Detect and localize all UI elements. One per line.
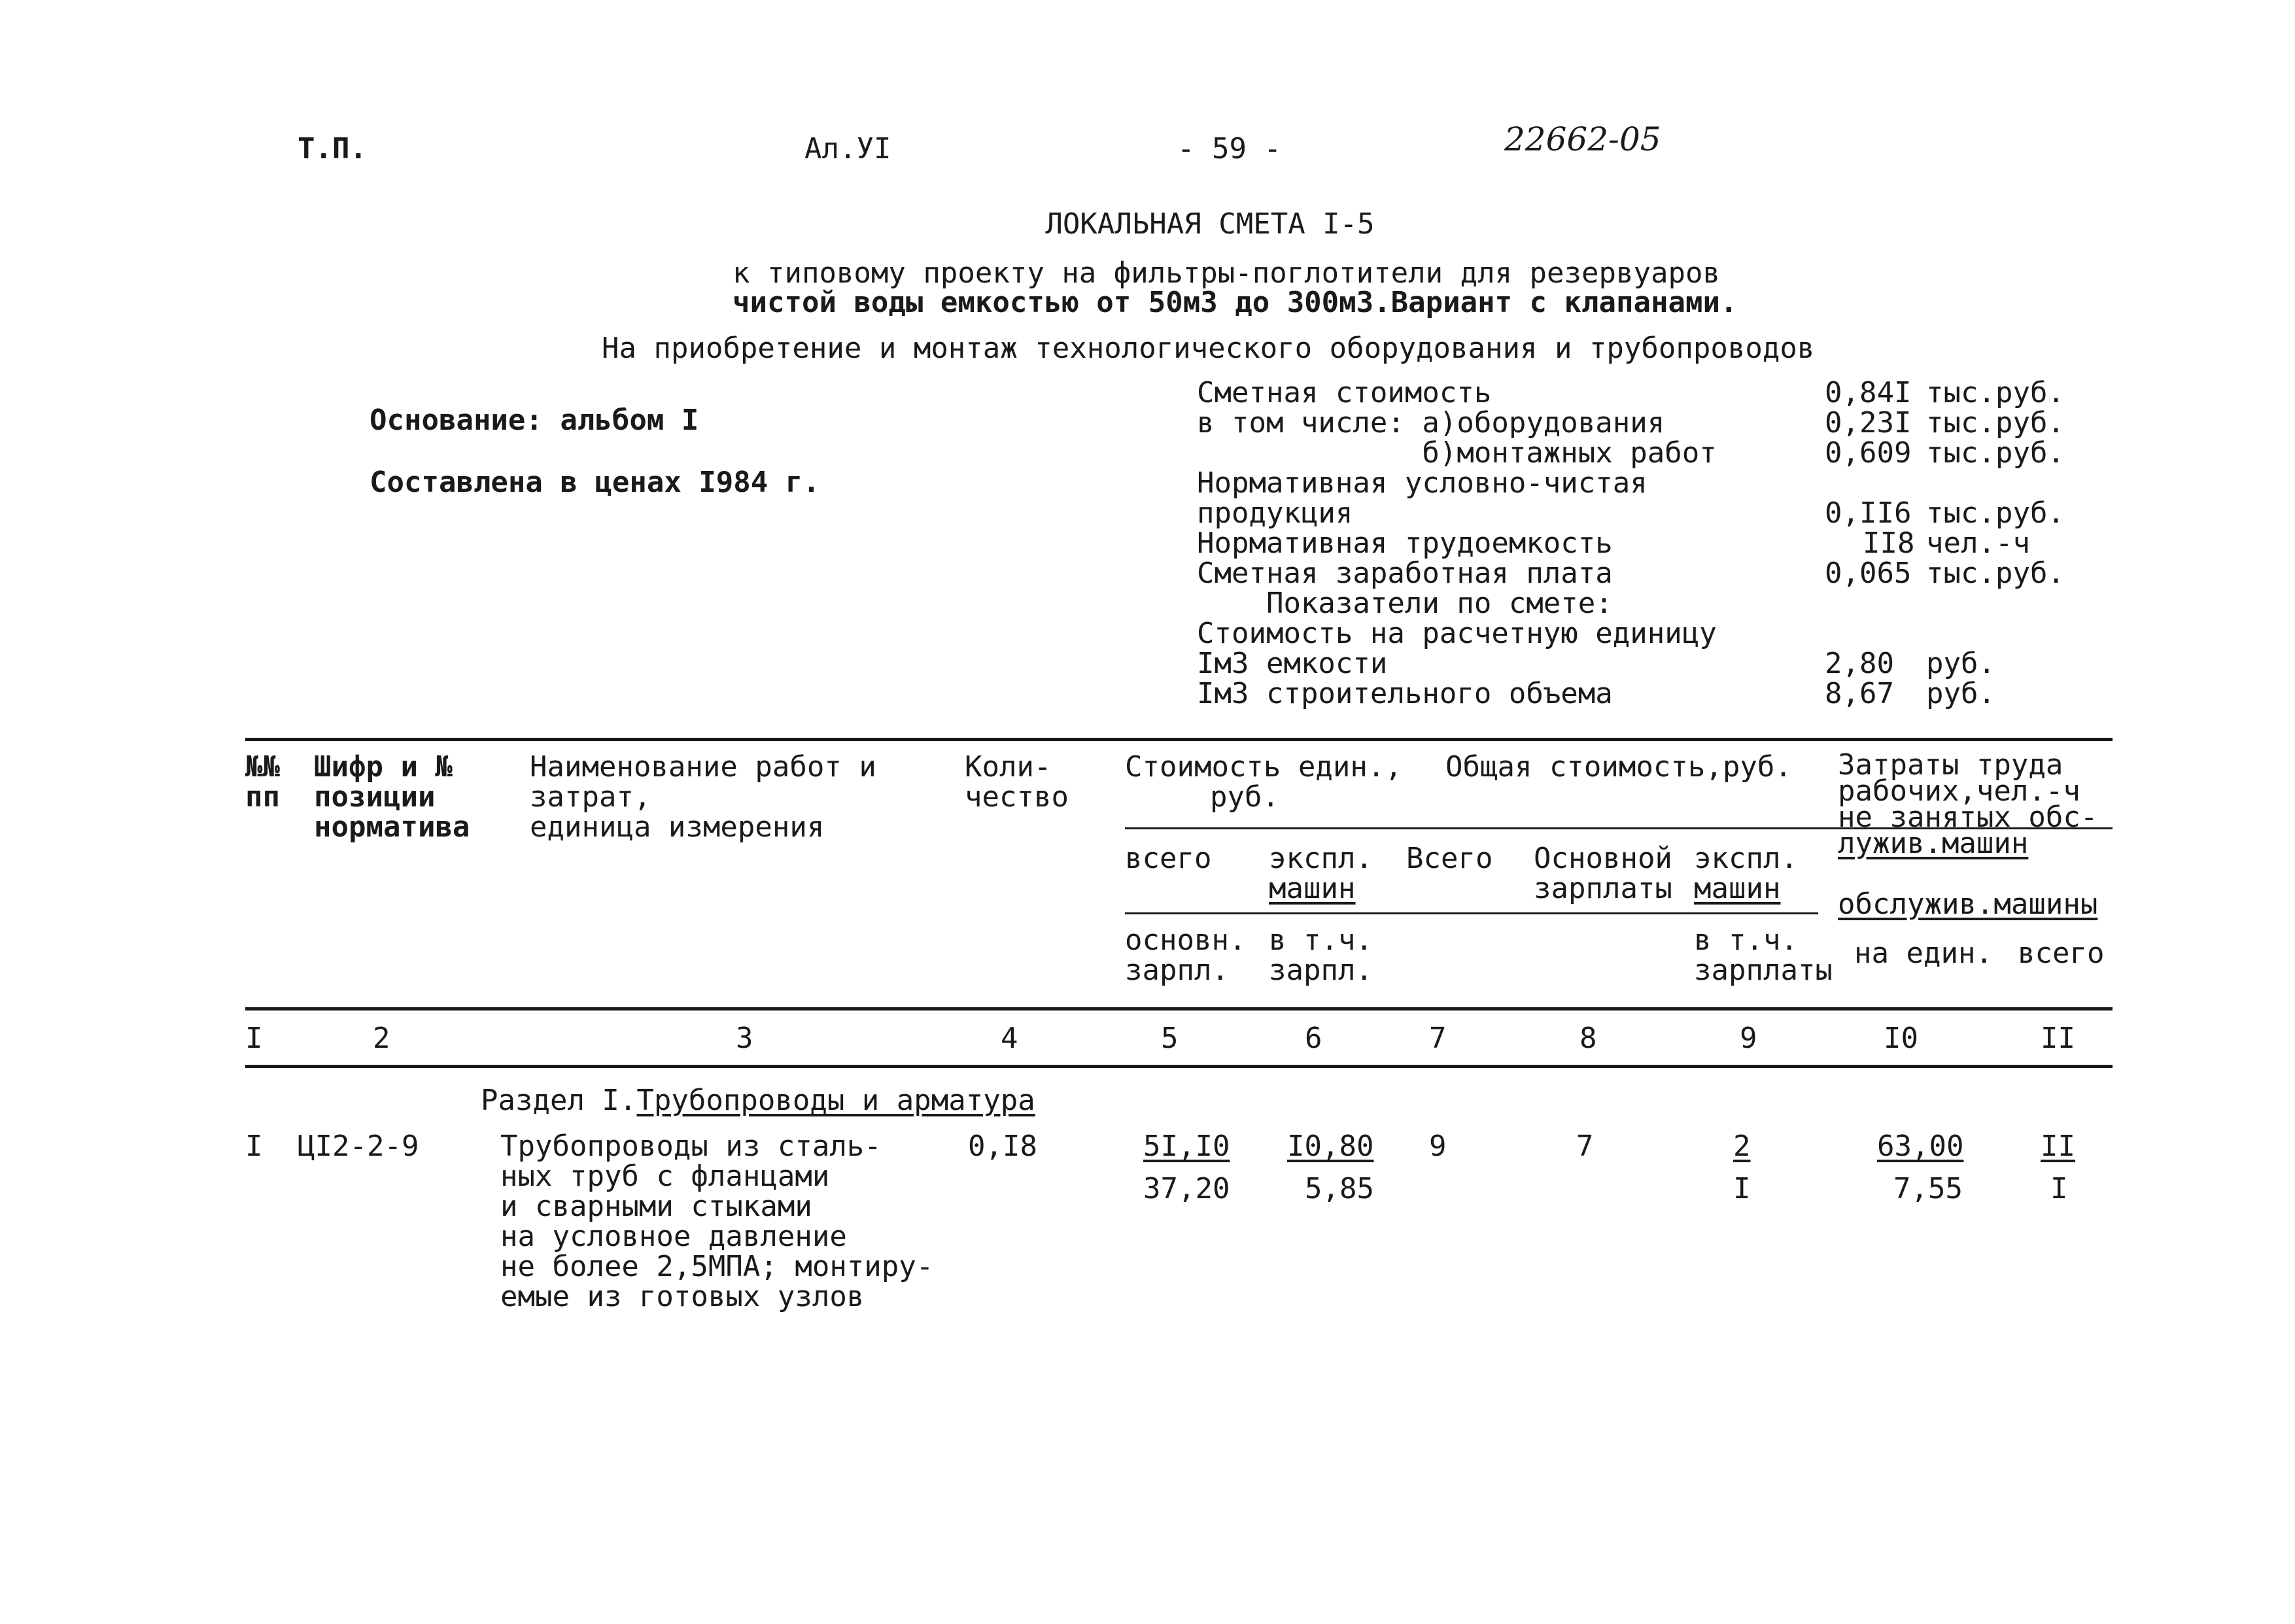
summary-value: 0,609 [1825, 436, 1912, 470]
document-title: ЛОКАЛЬНАЯ СМЕТА I-5 [1045, 207, 1375, 241]
summary-label: Показатели по смете: [1197, 587, 1613, 620]
title-line-2: чистой воды емкостью от 50м3 до 300м3.Вариант с клапанами. [733, 286, 1738, 319]
row-total-machines: 2 [1733, 1130, 1751, 1163]
row-unit-wages: 37,20 [1143, 1172, 1230, 1205]
head-col-code: Шифр и № позиции норматива [314, 750, 470, 844]
summary-label: б)монтажных работ [1197, 436, 1717, 470]
row-quantity: 0,I8 [968, 1130, 1037, 1163]
head-col6: экспл. машин [1269, 842, 1373, 905]
row-total-machine-wages: I [1733, 1172, 1751, 1205]
summary-label: продукция [1197, 496, 1353, 530]
summary-unit: руб. [1926, 647, 1995, 680]
summary-label: в том числе: а)оборудования [1197, 406, 1665, 440]
head-unit-cost: Стоимость един., руб. [1125, 750, 1402, 814]
handwritten-code: 22662-05 [1504, 120, 1661, 158]
head-col9: экспл. машин [1694, 842, 1798, 905]
summary-unit: тыс.руб. [1926, 376, 2065, 409]
summary-value: 0,065 [1825, 557, 1912, 590]
head-col10: на един. [1854, 937, 1993, 970]
summary-label: Iм3 емкости [1197, 647, 1388, 680]
summary-unit: руб. [1926, 677, 1995, 710]
col-number: 7 [1429, 1022, 1447, 1055]
row-code: ЦI2-2-9 [298, 1130, 419, 1163]
summary-label: Нормативная условно-чистая [1197, 466, 1648, 500]
head-total-cost: Общая стоимость,руб. [1445, 750, 1792, 784]
summary-unit: тыс.руб. [1926, 406, 2065, 440]
head-col-quantity: Коли- чество [965, 750, 1069, 814]
summary-unit: тыс.руб. [1926, 557, 2065, 590]
page-number: - 59 - [1177, 132, 1281, 165]
col-number: 6 [1305, 1022, 1322, 1055]
basis-prices: Составлена в ценах I984 г. [370, 466, 820, 499]
head-col11: всего [2018, 937, 2105, 970]
col-number: 8 [1579, 1022, 1597, 1055]
summary-value: 0,II6 [1825, 496, 1912, 530]
head-col-number: №№ пп [245, 750, 280, 814]
row-labor-unit: 63,00 [1877, 1130, 1964, 1163]
summary-value: 2,80 [1825, 647, 1894, 680]
section-prefix: Раздел I. [481, 1084, 637, 1117]
summary-value: 0,23I [1825, 406, 1912, 440]
head-col5-sub: основн. зарпл. [1125, 924, 1247, 987]
head-col9-sub: в т.ч. зарплаты [1694, 924, 1833, 987]
summary-unit: чел.-ч [1926, 527, 2030, 560]
title-line-3: На приобретение и монтаж технологического оборудования и трубопроводов [602, 332, 1815, 365]
subheader-rule-2 [1125, 912, 1818, 914]
head-col5: всего [1125, 842, 1212, 875]
row-labor-unit-machines: 7,55 [1893, 1172, 1963, 1205]
header-bottom-rule [245, 1007, 2113, 1011]
summary-value: II8 [1863, 527, 1915, 560]
head-col7: Всего [1406, 842, 1493, 875]
row-unit-total: 5I,I0 [1143, 1130, 1230, 1163]
col-number: II [2041, 1022, 2075, 1055]
summary-label: Стоимость на расчетную единицу [1197, 617, 1717, 650]
head-col6-sub: в т.ч. зарпл. [1269, 924, 1373, 987]
row-labor-total: II [2041, 1130, 2075, 1163]
table-top-rule [245, 738, 2113, 741]
basis-album: Основание: альбом I [370, 404, 699, 437]
row-number: I [245, 1130, 263, 1163]
row-total: 9 [1429, 1130, 1447, 1163]
summary-value: 0,84I [1825, 376, 1912, 409]
header-left: Т.П. [298, 132, 367, 165]
row-unit-machines: I0,80 [1287, 1130, 1374, 1163]
head-col-name: Наименование работ и затрат, единица измерения [530, 750, 876, 844]
col-number: 2 [373, 1022, 390, 1055]
row-labor-total-machines: I [2050, 1172, 2068, 1205]
header-album: Ал.УI [804, 132, 891, 165]
head-labor-machines: обслужив.машины [1838, 888, 2098, 921]
summary-label: Нормативная трудоемкость [1197, 527, 1613, 560]
col-number: I [245, 1022, 263, 1055]
head-col8: Основной зарплаты [1534, 842, 1672, 905]
summary-value: 8,67 [1825, 677, 1894, 710]
summary-label: Iм3 строительного объема [1197, 677, 1613, 710]
col-number: 5 [1161, 1022, 1179, 1055]
summary-unit: тыс.руб. [1926, 436, 2065, 470]
summary-unit: тыс.руб. [1926, 496, 2065, 530]
col-number: 4 [1001, 1022, 1018, 1055]
row-name: Трубопроводы из сталь- ных труб с фланцами и сварными стыками на условное давление не более 2,5МПА; монтиру- емые из готовых узлов [500, 1130, 934, 1313]
col-number-rule [245, 1065, 2113, 1068]
title-line-1: к типовому проекту на фильтры-поглотители для резервуаров [733, 256, 1720, 290]
head-labor-costs: Затраты труда рабочих,чел.-ч не занятых обс- лужив.машин [1838, 748, 2098, 860]
col-number: 9 [1740, 1022, 1757, 1055]
col-number: 3 [736, 1022, 753, 1055]
col-number: I0 [1884, 1022, 1918, 1055]
row-unit-machine-wages: 5,85 [1305, 1172, 1374, 1205]
section-title [481, 1086, 1035, 1116]
row-total-wages: 7 [1576, 1130, 1594, 1163]
section-name: Трубопроводы и арматура [636, 1084, 1035, 1117]
summary-label: Сметная стоимость [1197, 376, 1492, 409]
summary-label: Сметная заработная плата [1197, 557, 1613, 590]
